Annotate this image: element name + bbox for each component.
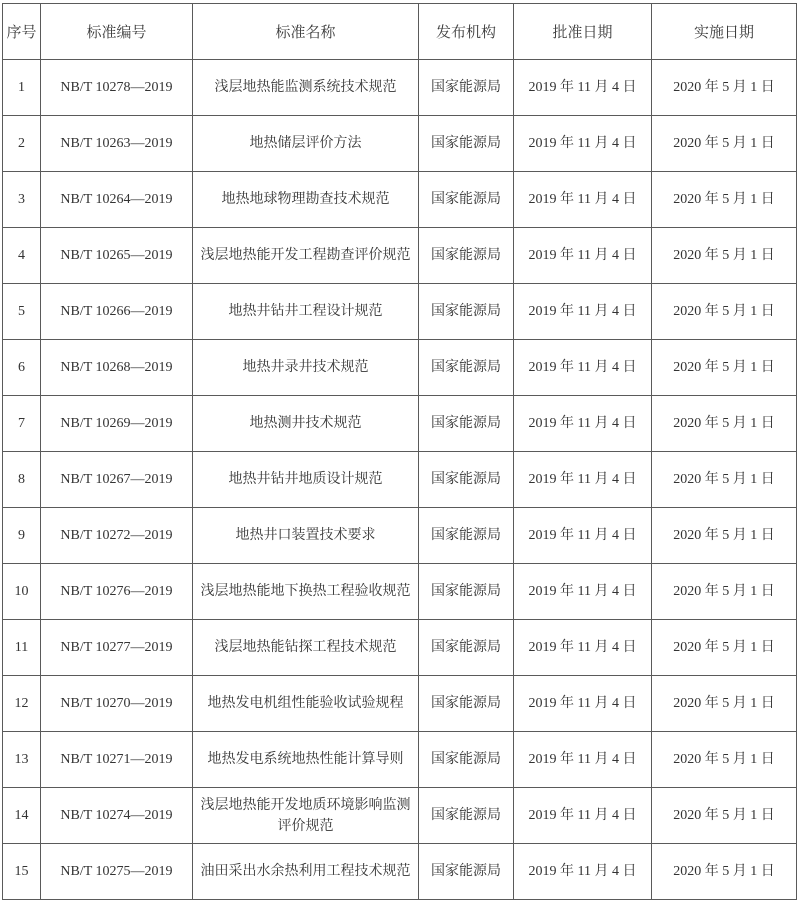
cell-effective-date: 2020 年 5 月 1 日 xyxy=(652,340,797,396)
table-row xyxy=(3,116,797,172)
cell-standard-name: 浅层地热能开发地质环境影响监测评价规范 xyxy=(193,788,419,844)
cell-agency: 国家能源局 xyxy=(419,732,514,788)
cell-agency: 国家能源局 xyxy=(419,564,514,620)
cell-standard-code: NB/T 10275—2019 xyxy=(41,844,193,900)
table-row xyxy=(3,172,797,228)
table-body xyxy=(3,60,797,900)
cell-seq: 4 xyxy=(3,228,41,284)
cell-effective-date: 2020 年 5 月 1 日 xyxy=(652,172,797,228)
cell-effective-date: 2020 年 5 月 1 日 xyxy=(652,284,797,340)
cell-approval-date: 2019 年 11 月 4 日 xyxy=(514,508,652,564)
cell-standard-name: 浅层地热能钻探工程技术规范 xyxy=(193,620,419,676)
table-row xyxy=(3,508,797,564)
table-row xyxy=(3,844,797,900)
cell-approval-date: 2019 年 11 月 4 日 xyxy=(514,228,652,284)
header-seq: 序号 xyxy=(3,4,41,60)
cell-agency: 国家能源局 xyxy=(419,284,514,340)
table-row xyxy=(3,60,797,116)
standards-table xyxy=(2,3,797,900)
table-row xyxy=(3,676,797,732)
cell-standard-name: 地热发电系统地热性能计算导则 xyxy=(193,732,419,788)
cell-approval-date: 2019 年 11 月 4 日 xyxy=(514,452,652,508)
cell-approval-date: 2019 年 11 月 4 日 xyxy=(514,340,652,396)
cell-effective-date: 2020 年 5 月 1 日 xyxy=(652,60,797,116)
cell-standard-name: 地热储层评价方法 xyxy=(193,116,419,172)
header-effective-date: 实施日期 xyxy=(652,4,797,60)
cell-agency: 国家能源局 xyxy=(419,60,514,116)
cell-approval-date: 2019 年 11 月 4 日 xyxy=(514,676,652,732)
cell-agency: 国家能源局 xyxy=(419,788,514,844)
cell-approval-date: 2019 年 11 月 4 日 xyxy=(514,788,652,844)
cell-seq: 11 xyxy=(3,620,41,676)
cell-seq: 3 xyxy=(3,172,41,228)
cell-standard-code: NB/T 10278—2019 xyxy=(41,60,193,116)
cell-seq: 9 xyxy=(3,508,41,564)
table-row xyxy=(3,620,797,676)
cell-seq: 2 xyxy=(3,116,41,172)
cell-standard-name: 浅层地热能开发工程勘查评价规范 xyxy=(193,228,419,284)
cell-standard-code: NB/T 10272—2019 xyxy=(41,508,193,564)
cell-standard-name: 地热地球物理勘查技术规范 xyxy=(193,172,419,228)
table-row xyxy=(3,452,797,508)
cell-effective-date: 2020 年 5 月 1 日 xyxy=(652,732,797,788)
cell-approval-date: 2019 年 11 月 4 日 xyxy=(514,844,652,900)
cell-seq: 12 xyxy=(3,676,41,732)
cell-approval-date: 2019 年 11 月 4 日 xyxy=(514,732,652,788)
cell-agency: 国家能源局 xyxy=(419,620,514,676)
cell-agency: 国家能源局 xyxy=(419,452,514,508)
cell-agency: 国家能源局 xyxy=(419,340,514,396)
cell-approval-date: 2019 年 11 月 4 日 xyxy=(514,564,652,620)
cell-agency: 国家能源局 xyxy=(419,844,514,900)
cell-standard-name: 地热井钻井工程设计规范 xyxy=(193,284,419,340)
cell-seq: 5 xyxy=(3,284,41,340)
cell-effective-date: 2020 年 5 月 1 日 xyxy=(652,788,797,844)
cell-standard-code: NB/T 10265—2019 xyxy=(41,228,193,284)
header-approval-date: 批准日期 xyxy=(514,4,652,60)
header-row xyxy=(3,4,797,60)
cell-seq: 1 xyxy=(3,60,41,116)
table-row xyxy=(3,564,797,620)
cell-approval-date: 2019 年 11 月 4 日 xyxy=(514,284,652,340)
cell-standard-code: NB/T 10274—2019 xyxy=(41,788,193,844)
cell-seq: 7 xyxy=(3,396,41,452)
cell-effective-date: 2020 年 5 月 1 日 xyxy=(652,620,797,676)
cell-approval-date: 2019 年 11 月 4 日 xyxy=(514,60,652,116)
table-row xyxy=(3,340,797,396)
header-name: 标准名称 xyxy=(193,4,419,60)
table-row xyxy=(3,396,797,452)
cell-standard-name: 浅层地热能监测系统技术规范 xyxy=(193,60,419,116)
cell-approval-date: 2019 年 11 月 4 日 xyxy=(514,396,652,452)
cell-agency: 国家能源局 xyxy=(419,676,514,732)
cell-agency: 国家能源局 xyxy=(419,396,514,452)
table-row xyxy=(3,732,797,788)
header-agency: 发布机构 xyxy=(419,4,514,60)
cell-seq: 10 xyxy=(3,564,41,620)
cell-agency: 国家能源局 xyxy=(419,508,514,564)
cell-effective-date: 2020 年 5 月 1 日 xyxy=(652,396,797,452)
cell-agency: 国家能源局 xyxy=(419,228,514,284)
cell-standard-name: 地热测井技术规范 xyxy=(193,396,419,452)
cell-effective-date: 2020 年 5 月 1 日 xyxy=(652,228,797,284)
cell-effective-date: 2020 年 5 月 1 日 xyxy=(652,508,797,564)
table-row xyxy=(3,228,797,284)
cell-standard-code: NB/T 10269—2019 xyxy=(41,396,193,452)
cell-seq: 14 xyxy=(3,788,41,844)
cell-standard-code: NB/T 10270—2019 xyxy=(41,676,193,732)
cell-effective-date: 2020 年 5 月 1 日 xyxy=(652,564,797,620)
cell-agency: 国家能源局 xyxy=(419,172,514,228)
cell-standard-name: 地热井录井技术规范 xyxy=(193,340,419,396)
cell-seq: 8 xyxy=(3,452,41,508)
cell-effective-date: 2020 年 5 月 1 日 xyxy=(652,452,797,508)
cell-standard-name: 浅层地热能地下换热工程验收规范 xyxy=(193,564,419,620)
cell-standard-code: NB/T 10268—2019 xyxy=(41,340,193,396)
header-code: 标准编号 xyxy=(41,4,193,60)
cell-standard-code: NB/T 10264—2019 xyxy=(41,172,193,228)
table-row xyxy=(3,284,797,340)
cell-effective-date: 2020 年 5 月 1 日 xyxy=(652,116,797,172)
cell-effective-date: 2020 年 5 月 1 日 xyxy=(652,676,797,732)
cell-approval-date: 2019 年 11 月 4 日 xyxy=(514,620,652,676)
cell-standard-code: NB/T 10277—2019 xyxy=(41,620,193,676)
cell-standard-code: NB/T 10267—2019 xyxy=(41,452,193,508)
cell-approval-date: 2019 年 11 月 4 日 xyxy=(514,116,652,172)
table-row xyxy=(3,788,797,844)
cell-seq: 13 xyxy=(3,732,41,788)
cell-standard-code: NB/T 10276—2019 xyxy=(41,564,193,620)
cell-standard-code: NB/T 10271—2019 xyxy=(41,732,193,788)
cell-seq: 6 xyxy=(3,340,41,396)
cell-effective-date: 2020 年 5 月 1 日 xyxy=(652,844,797,900)
cell-agency: 国家能源局 xyxy=(419,116,514,172)
cell-standard-name: 地热井钻井地质设计规范 xyxy=(193,452,419,508)
cell-seq: 15 xyxy=(3,844,41,900)
cell-standard-name: 地热井口装置技术要求 xyxy=(193,508,419,564)
cell-approval-date: 2019 年 11 月 4 日 xyxy=(514,172,652,228)
cell-standard-code: NB/T 10266—2019 xyxy=(41,284,193,340)
cell-standard-name: 地热发电机组性能验收试验规程 xyxy=(193,676,419,732)
cell-standard-code: NB/T 10263—2019 xyxy=(41,116,193,172)
cell-standard-name: 油田采出水余热利用工程技术规范 xyxy=(193,844,419,900)
